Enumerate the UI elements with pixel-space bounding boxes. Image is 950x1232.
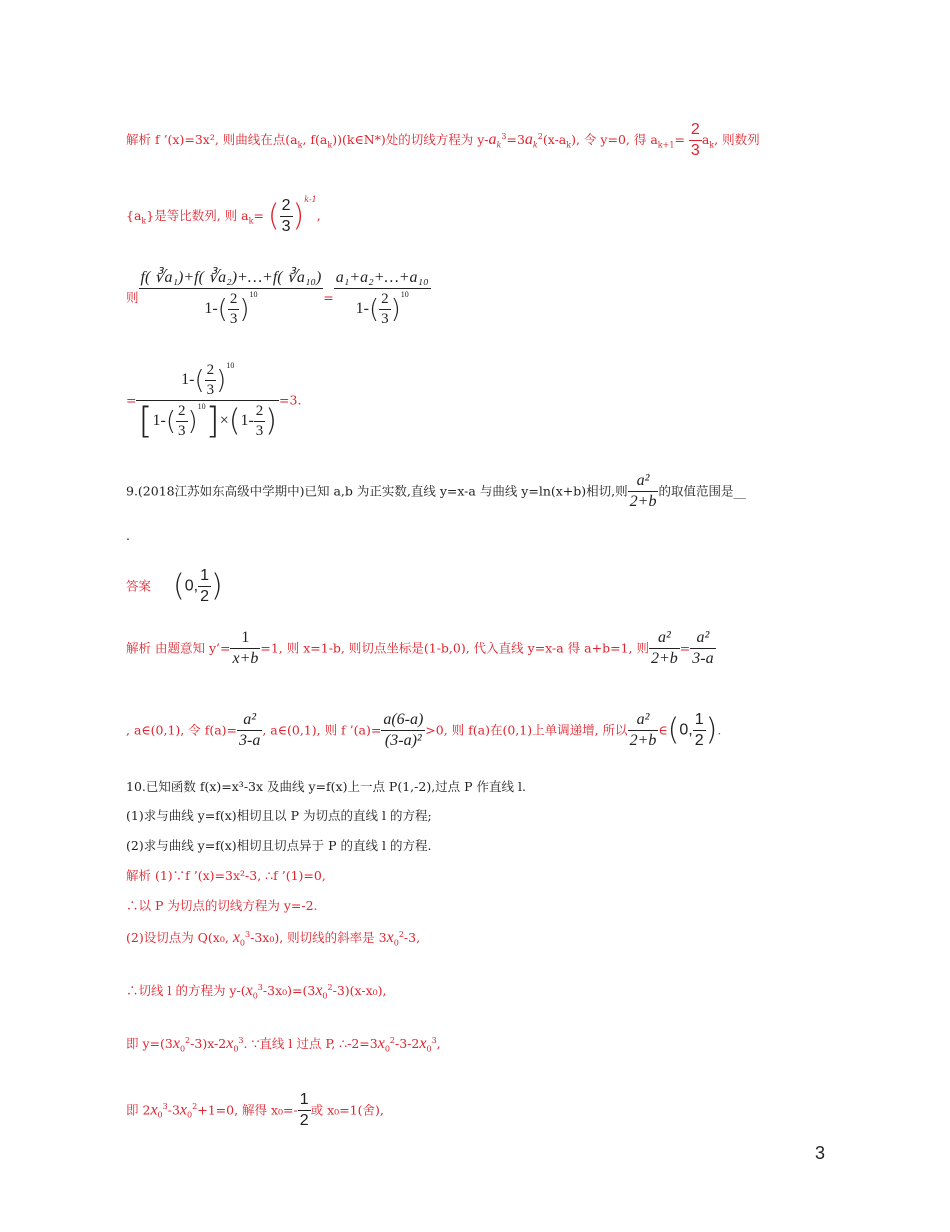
text: 解析 (1)∵f ’(x)=3x²-3, ∴f ’(1)=0, [126,868,326,883]
fraction-right [334,270,431,327]
sup: 3 [257,982,263,992]
text: 1- [240,411,254,429]
text: 9.(2018江苏如东高级中学期中)已知 a,b 为正实数,直线 y=x-a 与曲线 y=ln(x+b)相切,则 [126,483,628,499]
text: ))(k∈N*)处的切线方程为 y- [332,132,489,147]
num: 1 [230,630,260,649]
num: a² [237,712,262,731]
text: {a [126,208,142,223]
sub: k [532,140,538,150]
fraction-2-3 [379,292,391,327]
answer-interval [173,567,223,605]
text: 1- [181,371,195,388]
num: 1 [298,1092,311,1111]
text: × [219,411,229,429]
sup: 3 [501,131,507,141]
sub: k [248,216,254,226]
math-a: a [524,131,533,148]
fraction-a2-3a [690,630,715,667]
text: ∈ [658,722,668,738]
fraction-2-3 [254,404,266,439]
math-a: a [488,131,497,148]
math-x: x [232,929,240,946]
q9-solution-line1 [126,630,716,667]
left-paren: ( [228,403,241,439]
text: 1- [152,411,166,429]
text: 解析 由题意知 y’= [126,640,231,656]
sub: 0 [384,1044,390,1054]
num: 2 [254,404,266,422]
text: = [323,290,334,306]
right-paren: ) [187,406,198,437]
fraction-1-2 [198,568,211,605]
num: 2 [280,198,293,217]
left-paren: ( [194,365,205,396]
den: 2+b [629,732,657,749]
sub: 0 [239,938,246,948]
page-number: 3 [814,1143,825,1163]
sup: 3 [162,1101,168,1111]
num: 1 [198,568,211,587]
left-paren: ( [267,198,280,234]
den: 3 [281,218,291,235]
sub: 0 [233,1044,239,1054]
q9-answer [126,568,223,605]
text: 1- [204,300,218,317]
fraction-a2-2b [649,630,680,667]
q9-solution-line2 [126,712,721,749]
num: 2 [689,122,702,141]
math-x: x [172,1035,180,1052]
text: , f(a [302,132,328,147]
den [136,400,279,442]
text: = [253,208,264,223]
text: -3x₀), 则切线的斜率是 3 [250,930,387,945]
text: , a∈(0,1), 令 f(a)= [126,722,238,738]
left-paren: ( [173,568,185,604]
den: 3 [229,310,238,327]
text: -3)(x-x₀), [332,983,387,998]
exponent: k-1 [304,195,317,204]
den: 3 [178,422,186,439]
text: -3, [403,930,421,945]
num: a(6-a) [381,712,425,731]
text: = [674,132,685,147]
text: , 则数列 [714,132,760,147]
num: 2 [205,363,217,381]
text: . [126,528,130,543]
right-paren: ) [265,403,278,439]
text: 解析 f ’(x)=3x², 则曲线在点(a [126,132,298,147]
right-paren: ) [239,294,250,325]
exponent: 10 [400,290,409,299]
math-x: x [179,1101,188,1119]
sub: 0 [157,1110,163,1120]
den: 3-a [692,650,714,667]
fraction-1-2 [298,1092,311,1129]
num [136,362,279,401]
q8-solution-line4 [126,361,302,442]
num: f( ∛a₁)+f( ∛a₂)+…+f( ∛a₁₀) [139,270,324,289]
num: 1 [693,712,706,731]
fraction-a2-3a [237,712,262,749]
text: . ∵直线 l 过点 P, ∴-2=3 [243,1036,378,1051]
fraction-2-3 [280,198,293,235]
fraction-2-3 [176,404,188,439]
right-paren: ) [210,568,223,604]
sub: 0 [179,1044,186,1054]
sup: 2 [192,1101,198,1111]
text: (2)设切点为 Q(x₀, [126,930,233,945]
fraction-left [139,270,324,327]
text: 答案 [126,578,152,594]
sup: 3 [245,929,251,939]
fraction-2-3 [205,363,217,398]
math-x: x [377,1035,385,1052]
text: 的取值范围是__ [658,483,746,499]
text: 0, [679,721,693,739]
sup: 3 [431,1035,437,1045]
num: 2 [176,404,188,422]
num: 2 [379,292,391,310]
math-x: x [419,1035,427,1052]
fraction-2-3 [689,122,702,159]
sub: 0 [187,1110,193,1120]
text: , [316,208,321,223]
text: +1=0, 解得 x₀=- [197,1102,298,1118]
right-paren: ) [705,712,718,748]
num: a² [649,630,680,649]
sup: 2 [398,929,404,939]
fraction-big [136,361,279,442]
num: a₁+a₂+…+a₁₀ [334,270,431,289]
num: a² [628,473,659,492]
sub: 0 [393,938,399,948]
text: , a∈(0,1), 则 f ’(a)= [262,722,382,738]
den: 3 [381,310,389,327]
text: -3)x-2 [190,1036,227,1051]
text: (x-a [542,132,567,147]
text: -3-2 [395,1036,420,1051]
text: =1, 则 x=1-b, 则切点坐标是(1-b,0), 代入直线 y=x-a 得 a+b=1, 则 [260,640,649,656]
exponent: 10 [197,401,206,411]
text: 则 [126,290,139,306]
den [139,289,324,327]
text: -3 [167,1102,180,1118]
text: ), 令 y=0, 得 a [571,132,658,147]
text: >0, 则 f(a)在(0,1)上单调递增, 所以 [425,722,628,738]
math-x: x [386,929,394,946]
num: a² [628,712,659,731]
interval [667,711,718,749]
sub: k+1 [657,140,675,150]
text: = [679,640,691,656]
text: a [701,132,710,147]
q9-stem-dot [126,530,130,543]
num: 2 [228,292,240,310]
math-x: x [226,1035,234,1052]
text: . [717,722,722,738]
sub: k [297,140,303,150]
left-paren: ( [165,406,177,437]
fraction-1-2 [693,712,706,749]
q9-stem [126,473,746,510]
right-bracket: ] [205,400,220,442]
q10-stem [126,781,526,794]
q8-solution-line2 [126,196,321,235]
fraction-derivative [381,712,425,749]
sub: 0 [322,991,328,1001]
den: 2+b [629,493,657,510]
num: a² [690,630,715,649]
text: 0, [184,577,199,595]
q10-part2 [126,840,431,853]
den: 3 [255,422,264,439]
exponent: 10 [249,290,258,299]
fraction-a2-2b [628,712,659,749]
exponent: 10 [226,361,235,370]
q10-solution-1 [126,870,326,883]
sup: 2 [327,982,333,992]
sup: 2 [389,1035,395,1045]
right-paren: ) [216,365,227,396]
sup: 2 [537,131,543,141]
den: 2 [694,732,704,749]
text: }是等比数列, 则 a [146,208,249,223]
text: = [126,392,137,408]
q10-solution-6 [126,1092,384,1129]
text: 即 y=(3 [126,1036,173,1051]
den: 3-a [239,732,261,749]
text: 即 2 [126,1102,151,1118]
sub: k [709,140,715,150]
sub: 0 [426,1044,432,1054]
sub: 0 [252,991,258,1001]
text: ∴以 P 为切点的切线方程为 y=-2. [126,898,318,913]
text: -3x₀)=(3 [262,983,316,998]
sub: k [566,140,572,150]
right-paren: ) [292,198,305,234]
text: 或 x₀=1(舍), [310,1102,384,1118]
left-paren: ( [667,712,680,748]
den: 2+b [650,650,678,667]
den: (3-a)² [384,732,422,749]
text: =3. [279,392,302,408]
text: ∴切线 l 的方程为 y-( [126,983,246,998]
q10-solution-2 [126,900,318,913]
den: 2 [200,588,209,605]
text: 10.已知函数 f(x)=x³-3x 及曲线 y=f(x)上一点 P(1,-2),过点 P 作直线 l. [126,779,526,794]
text: , [436,1036,441,1051]
left-paren: ( [217,294,228,325]
math-x: x [245,982,253,999]
text: (2)求与曲线 y=f(x)相切且切点异于 P 的直线 l 的方程. [126,838,432,853]
fraction-1-xb [230,630,260,667]
text: =3 [506,132,525,147]
q10-solution-5 [126,1036,441,1054]
den [334,289,431,327]
right-paren: ) [390,294,401,325]
den: 3 [206,381,215,398]
left-paren: ( [368,294,380,325]
q10-solution-4 [126,983,387,1001]
math-x: x [150,1101,158,1119]
text: 1- [355,300,369,317]
left-bracket: [ [138,400,153,442]
sup: 3 [238,1035,244,1045]
q8-solution-line1 [126,122,760,159]
q10-solution-3 [126,930,420,948]
text: (1)求与曲线 y=f(x)相切且以 P 为切点的直线 l 的方程; [126,808,432,823]
sub: k [141,216,147,226]
fraction-a2-2b [628,473,659,510]
math-x: x [315,982,323,999]
sup: 2 [185,1035,191,1045]
sub: k [327,140,333,150]
fraction-2-3 [228,292,240,327]
den: 2 [299,1112,309,1129]
q10-part1 [126,810,432,823]
q8-solution-line3 [126,270,431,327]
den: x+b [232,650,259,667]
sub: k [496,140,502,150]
den: 3 [690,142,700,159]
